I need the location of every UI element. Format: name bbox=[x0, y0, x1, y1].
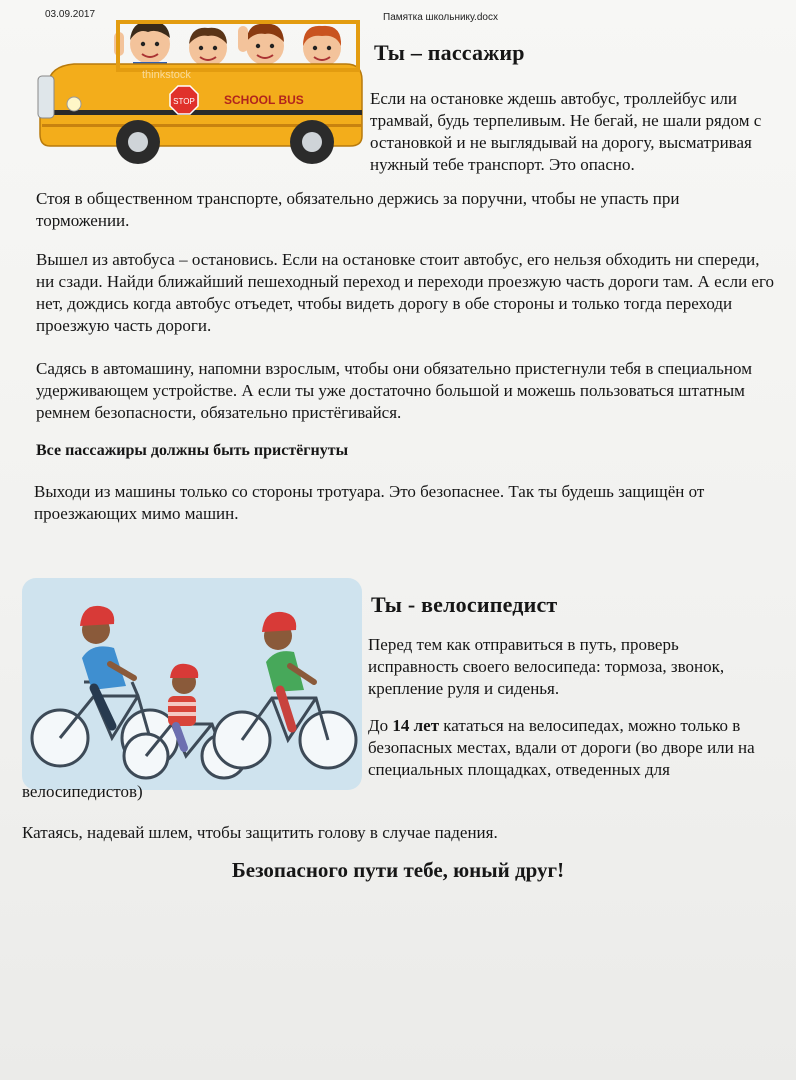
cyclists-illustration bbox=[22, 578, 362, 790]
svg-text:STOP: STOP bbox=[173, 97, 195, 106]
cyclist-paragraph-1: Перед тем как отправиться в путь, проверь исправность своего велосипеда: тормоза, звонок, крепление руля и сиденья. bbox=[368, 635, 725, 698]
watermark: thinkstock bbox=[142, 69, 191, 81]
passenger-paragraph-3: Вышел из автобуса – остановись. Если на остановке стоит автобус, его нельзя обходить ни спереди, ни сзади. Найди ближайший пешеходный переход и переходи проезжую часть дороги там. А если его нет, дождись когда автобус отъедет, чтобы видеть дорогу в обе стороны и только тогда переходи проезжую часть дороги. bbox=[36, 250, 775, 335]
print-date: 03.09.2017 bbox=[45, 9, 96, 20]
cyclist-paragraph-2-text: кататься на велосипедах, можно только в безопасных местах, вдали от дороги (во дворе или на специальных площадках, отведенных для bbox=[368, 716, 755, 779]
cyclist-paragraph-2 bbox=[368, 715, 768, 781]
stop-sign bbox=[170, 86, 198, 114]
passenger-paragraph-1: Если на остановке ждешь автобус, троллейбус или трамвай, будь терпеливым. Не бегай, не шали рядом с остановкой и не выглядывай на дорогу, высматривая нужный тебе транспорт. Это опасно. bbox=[370, 89, 762, 174]
document-filename: Памятка школьнику.docx bbox=[383, 12, 498, 23]
passenger-title: Ты – пассажир bbox=[374, 40, 525, 65]
cyclist-paragraph-2-prefix: До bbox=[368, 716, 393, 735]
passenger-paragraph-5: Выходи из машины только со стороны тротуара. Это безопаснее. Так ты будешь защищён от проезжающих мимо машин. bbox=[34, 482, 705, 523]
closing-wish: Безопасного пути тебе, юный друг! bbox=[231, 858, 565, 882]
passenger-paragraph-2: Стоя в общественном транспорте, обязательно держись за поручни, чтобы не упасть при торможении. bbox=[36, 189, 680, 230]
passenger-paragraph-4: Садясь в автомашину, напомни взрослым, чтобы они обязательно пристегнули тебя в специальном удерживающем устройстве. А если ты уже достаточно большой и можешь пользоваться штатным ремнем безопасности, обязательно пристёгивайся. bbox=[36, 359, 752, 422]
cyclist-title: Ты - велосипедист bbox=[371, 592, 558, 617]
school-bus-label: SCHOOL BUS bbox=[224, 93, 304, 107]
age-limit: 14 лет bbox=[392, 716, 440, 735]
school-bus-illustration bbox=[28, 14, 368, 174]
cyclist-paragraph-2-tail: велосипедистов) bbox=[22, 782, 143, 801]
seatbelt-rule: Все пассажиры должны быть пристёгнуты bbox=[36, 442, 349, 459]
helmet-advice: Катаясь, надевай шлем, чтобы защитить голову в случае падения. bbox=[22, 823, 498, 842]
